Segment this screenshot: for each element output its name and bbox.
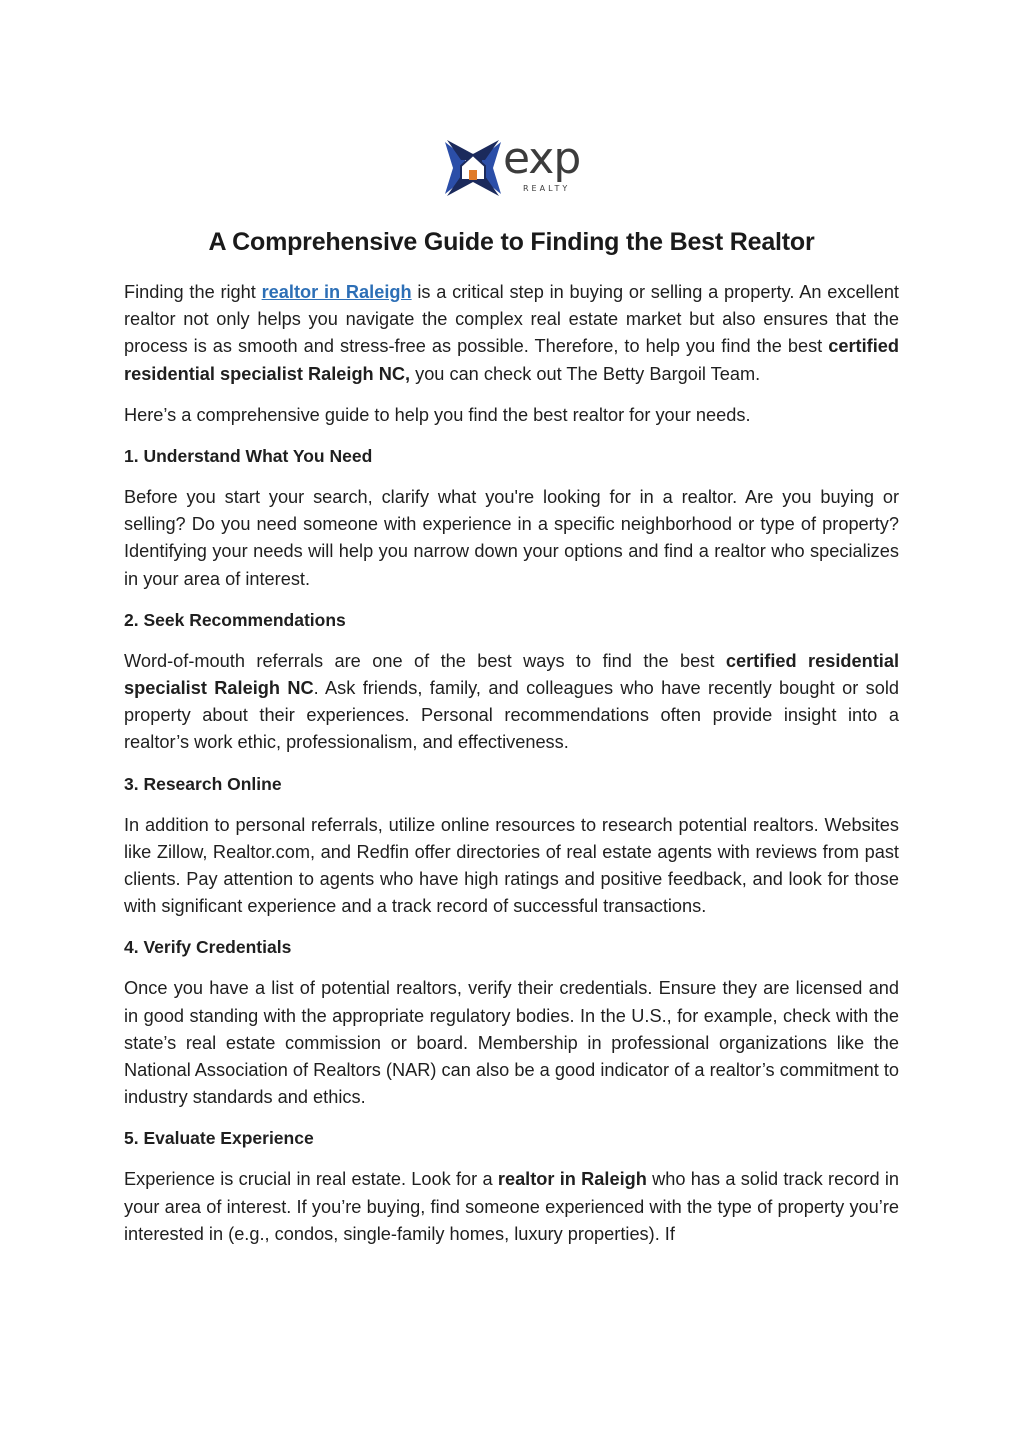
intro-text-c: you can check out The Betty Bargoil Team. xyxy=(410,363,761,384)
intro-bold-text: certified residential specialist Raleigh NC, xyxy=(124,336,899,384)
intro-text-a: Finding the right xyxy=(124,282,262,302)
logo-tagline: REALTY xyxy=(523,184,571,193)
section-text-b: who has a solid track record in your area of interest. If you’re buying, find someone experienced with the type of property you’re interested in (e.g., condos, single-family homes, luxury properties). If xyxy=(124,1169,899,1244)
section-heading: 2. Seek Recommendations xyxy=(124,609,346,630)
section-paragraph xyxy=(124,1166,899,1248)
section-paragraph: In addition to personal referrals, utilize online resources to research potential realtors. Websites like Zillow, Realtor.com, and Redfin offer directories of real estate agents with reviews from past clients. Pay attention to agents who have high ratings and positive feedback, and look for those with significant experience and a track record of successful transactions. xyxy=(124,814,899,917)
section-text-a: Experience is crucial in real estate. Look for a xyxy=(124,1169,498,1190)
section-heading: 4. Verify Credentials xyxy=(124,937,292,958)
intro-text-b: is a critical step in buying or selling a property. An excellent realtor not only helps you navigate the complex real estate market but also ensures that the process is as smooth and stress-free as possible. Therefore, to help you find the best xyxy=(124,282,899,357)
section-text-a: Word-of-mouth referrals are one of the best ways to find the best xyxy=(124,650,726,671)
logo-wordmark: exp xyxy=(503,133,581,184)
document-body xyxy=(124,279,899,1262)
section-heading: 5. Evaluate Experience xyxy=(124,1128,314,1149)
section-heading: 3. Research Online xyxy=(124,773,282,794)
section-paragraph xyxy=(124,648,899,757)
guide-intro-paragraph: Here’s a comprehensive guide to help you find the best realtor for your needs. xyxy=(124,404,751,425)
section-bold-text: realtor in Raleigh xyxy=(497,1169,647,1190)
section-paragraph: Before you start your search, clarify what you're looking for in a realtor. Are you buying or selling? Do you need someone with experience in a specific neighborhood or type of property? Identifying your needs will help you narrow down your options and find a realtor who specializes in your area of interest. xyxy=(124,487,899,589)
section-paragraph: Once you have a list of potential realtors, verify their credentials. Ensure they are licensed and in good standing with the appropriate regulatory bodies. In the U.S., for example, check with the state’s real estate commission or board. Membership in professional organizations like the National Association of Realtors (NAR) can also be a good indicator of a realtor’s commitment to industry standards and ethics. xyxy=(124,978,899,1108)
section-bold-text: certified residential specialist Raleigh NC xyxy=(124,650,899,699)
section-heading: 1. Understand What You Need xyxy=(124,446,373,467)
intro-paragraph xyxy=(124,279,899,388)
page-title: A Comprehensive Guide to Finding the Best Realtor xyxy=(208,228,815,256)
realtor-in-raleigh-link[interactable]: realtor in Raleigh xyxy=(261,282,412,302)
section-text-b: . Ask friends, family, and colleagues who have recently bought or sold property about their experiences. Personal recommendations often provide insight into a realtor’s work ethic, professionalism, and effectiveness. xyxy=(124,678,899,753)
exp-realty-logo xyxy=(443,126,609,210)
